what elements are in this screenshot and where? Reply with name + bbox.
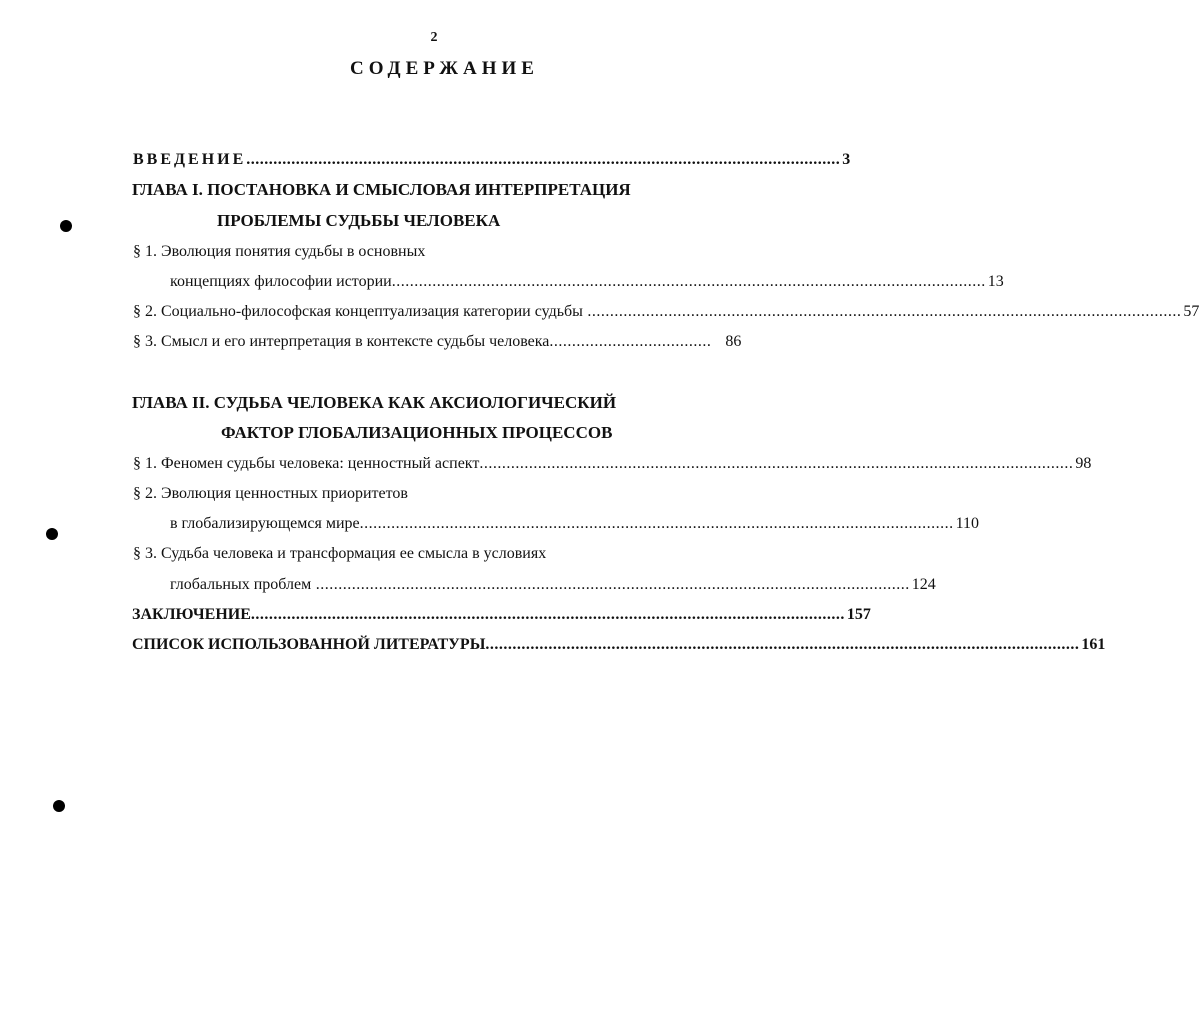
- toc-section-1-2[interactable]: [133, 302, 1199, 322]
- toc-section-2-3-cont[interactable]: [170, 575, 936, 595]
- dot-leader: ....................................................................................................................................: [311, 576, 910, 593]
- dot-leader: ....................................................................................................................................: [485, 636, 1080, 653]
- toc-page-number: 124: [911, 576, 936, 593]
- punch-hole-top: [60, 220, 72, 232]
- toc-page-number: 3: [842, 151, 851, 168]
- toc-label: ЗАКЛЮЧЕНИЕ: [132, 606, 251, 623]
- dot-leader: ....................................: [549, 333, 712, 350]
- toc-page-number: 161: [1081, 636, 1106, 653]
- punch-hole-bottom: [53, 800, 65, 812]
- chapter-1-heading-cont: ПРОБЛЕМЫ СУДЬБЫ ЧЕЛОВЕКА: [217, 211, 501, 230]
- toc-section-2-2[interactable]: § 2. Эволюция ценностных приоритетов: [133, 485, 408, 502]
- toc-page-number: 98: [1075, 455, 1092, 472]
- toc-entry-bibliography[interactable]: [132, 635, 1106, 655]
- toc-page-number: 57: [1183, 303, 1199, 320]
- toc-section-1-1[interactable]: § 1. Эволюция понятия судьбы в основных: [133, 243, 426, 260]
- toc-label: § 2. Социально-философская концептуализация категории судьбы: [133, 303, 583, 320]
- toc-section-2-2-cont[interactable]: [170, 514, 980, 534]
- page-title: СОДЕРЖАНИЕ: [350, 58, 539, 79]
- toc-section-1-1-cont[interactable]: [170, 272, 1004, 292]
- page-number: 2: [430, 30, 438, 45]
- toc-page-number: 13: [987, 273, 1004, 290]
- toc-label: в глобализирующемся мире: [170, 515, 360, 532]
- dot-leader: ....................................................................................................................................: [391, 273, 986, 290]
- toc-page-number: 86: [725, 333, 742, 350]
- toc-section-1-3[interactable]: [133, 332, 742, 352]
- dot-leader: ....................................................................................................................................: [359, 515, 954, 532]
- toc-label: глобальных проблем: [170, 576, 312, 593]
- toc-label: § 3. Смысл и его интерпретация в контексте судьбы человека: [133, 333, 550, 350]
- toc-label: ВВЕДЕНИЕ: [133, 151, 247, 168]
- toc-section-2-3[interactable]: § 3. Судьба человека и трансформация ее смысла в условиях: [133, 545, 547, 562]
- toc-section-2-1[interactable]: [133, 454, 1092, 474]
- chapter-2-heading-cont: ФАКТОР ГЛОБАЛИЗАЦИОННЫХ ПРОЦЕССОВ: [221, 423, 613, 442]
- dot-leader: ....................................................................................................................................: [246, 151, 841, 168]
- punch-hole-middle: [46, 528, 58, 540]
- dot-leader: ....................................................................................................................................: [479, 455, 1074, 472]
- toc-entry-conclusion[interactable]: [132, 605, 871, 625]
- toc-entry-introduction[interactable]: [133, 150, 851, 170]
- chapter-1-heading[interactable]: ГЛАВА I. ПОСТАНОВКА И СМЫСЛОВАЯ ИНТЕРПРЕТАЦИЯ: [132, 180, 631, 199]
- toc-page-number: 110: [955, 515, 980, 532]
- toc-label: концепциях философии истории: [170, 273, 392, 290]
- chapter-2-heading[interactable]: ГЛАВА II. СУДЬБА ЧЕЛОВЕКА КАК АКСИОЛОГИЧЕСКИЙ: [132, 393, 617, 412]
- dot-leader: ....................................................................................................................................: [250, 606, 845, 623]
- toc-page-number: 157: [846, 606, 871, 623]
- dot-leader: ....................................................................................................................................: [582, 303, 1182, 320]
- toc-label: § 1. Феномен судьбы человека: ценностный аспект: [133, 455, 480, 472]
- toc-label: СПИСОК ИСПОЛЬЗОВАННОЙ ЛИТЕРАТУРЫ: [132, 636, 486, 653]
